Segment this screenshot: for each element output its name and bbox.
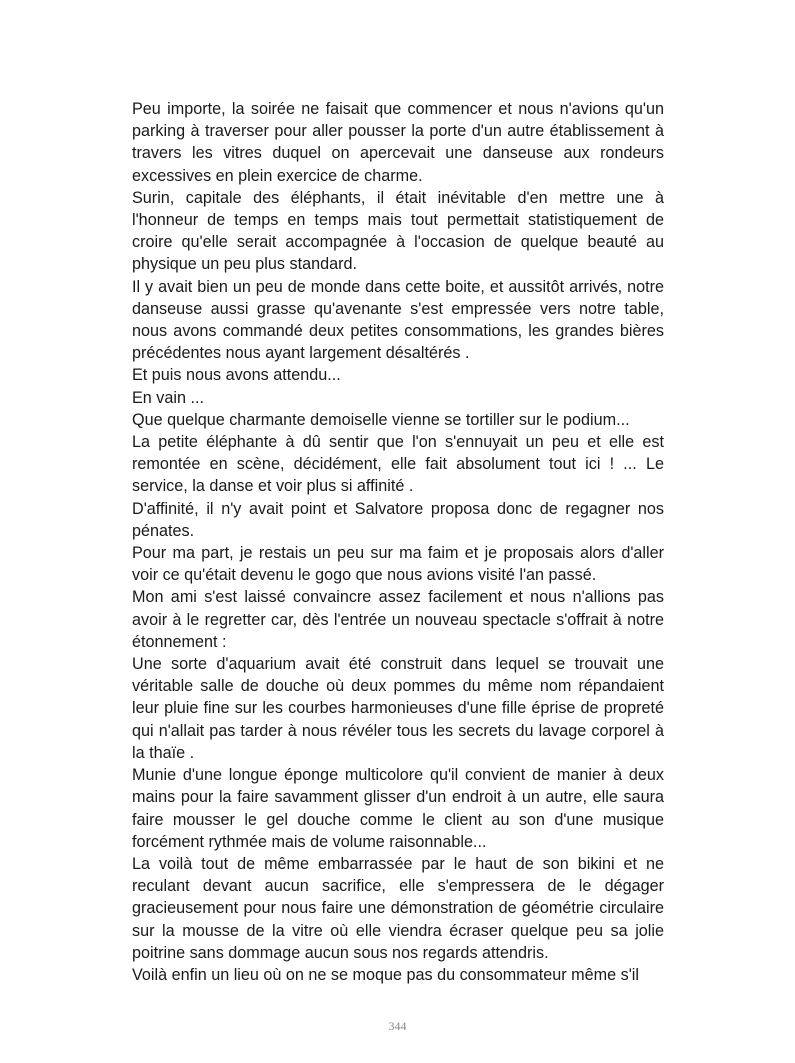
paragraph: Munie d'une longue éponge multicolore qu'il convient de manier à deux mains pour la faire savamment glisser d'un endroit à un autre, elle saura faire mousser le gel douche comme le client au son d'une musique forcément rythmée mais de volume raisonnable...: [132, 766, 664, 851]
paragraph: D'affinité, il n'y avait point et Salvatore proposa donc de regagner nos pénates.: [132, 499, 664, 540]
paragraph: Peu importe, la soirée ne faisait que commencer et nous n'avions qu'un parking à traverser pour aller pousser la porte d'un autre établissement à travers les vitres duquel on apercevait une danseuse aux rondeurs excessives en plein exercice de charme.: [132, 100, 664, 185]
body-text: [132, 98, 664, 986]
paragraph: La voilà tout de même embarrassée par le haut de son bikini et ne reculant devant aucun sacrifice, elle s'empressera de le dégager gracieusement pour nous faire une démonstration de géométrie circulaire sur la mousse de la vitre où elle viendra écraser quelque peu sa jolie poitrine sans dommage aucun sous nos regards attendris.: [132, 854, 664, 962]
paragraph: Et puis nous avons attendu...: [132, 366, 341, 385]
paragraph: Il y avait bien un peu de monde dans cette boite, et aussitôt arrivés, notre danseuse aussi grasse qu'avenante s'est empressée vers notre table, nous avons commandé deux petites consommations, les grandes bières précédentes nous ayant largement désaltérés .: [132, 277, 664, 363]
paragraph: Surin, capitale des éléphants, il était inévitable d'en mettre une à l'honneur de temps en temps mais tout permettait statistiquement de croire qu'elle serait accompagnée à l'occasion de quelque beauté au physique un peu plus standard.: [132, 188, 664, 274]
paragraph: Pour ma part, je restais un peu sur ma faim et je proposais alors d'aller voir ce qu'était devenu le gogo que nous avions visité l'an passé.: [132, 544, 664, 585]
paragraph: Mon ami s'est laissé convaincre assez facilement et nous n'allions pas avoir à le regretter car, dès l'entrée un nouveau spectacle s'offrait à notre étonnement :: [132, 588, 664, 651]
paragraph: Une sorte d'aquarium avait été construit dans lequel se trouvait une véritable salle de douche où deux pommes du même nom répandaient leur pluie fine sur les courbes harmonieuses d'une fille éprise de propreté qui n'allait pas tarder à nous révéler tous les secrets du lavage corporel à la thaïe .: [132, 655, 664, 762]
paragraph: Que quelque charmante demoiselle vienne se tortiller sur le podium...: [132, 410, 630, 429]
paragraph: En vain ...: [132, 388, 204, 407]
paragraph: La petite éléphante à dû sentir que l'on s'ennuyait un peu et elle est remontée en scène, décidément, elle fait absolument tout ici ! ... Le service, la danse et voir plus si affinité .: [132, 433, 664, 496]
paragraph: Voilà enfin un lieu où on ne se moque pas du consommateur même s'il: [132, 965, 639, 984]
page-number: 344: [388, 1019, 407, 1033]
